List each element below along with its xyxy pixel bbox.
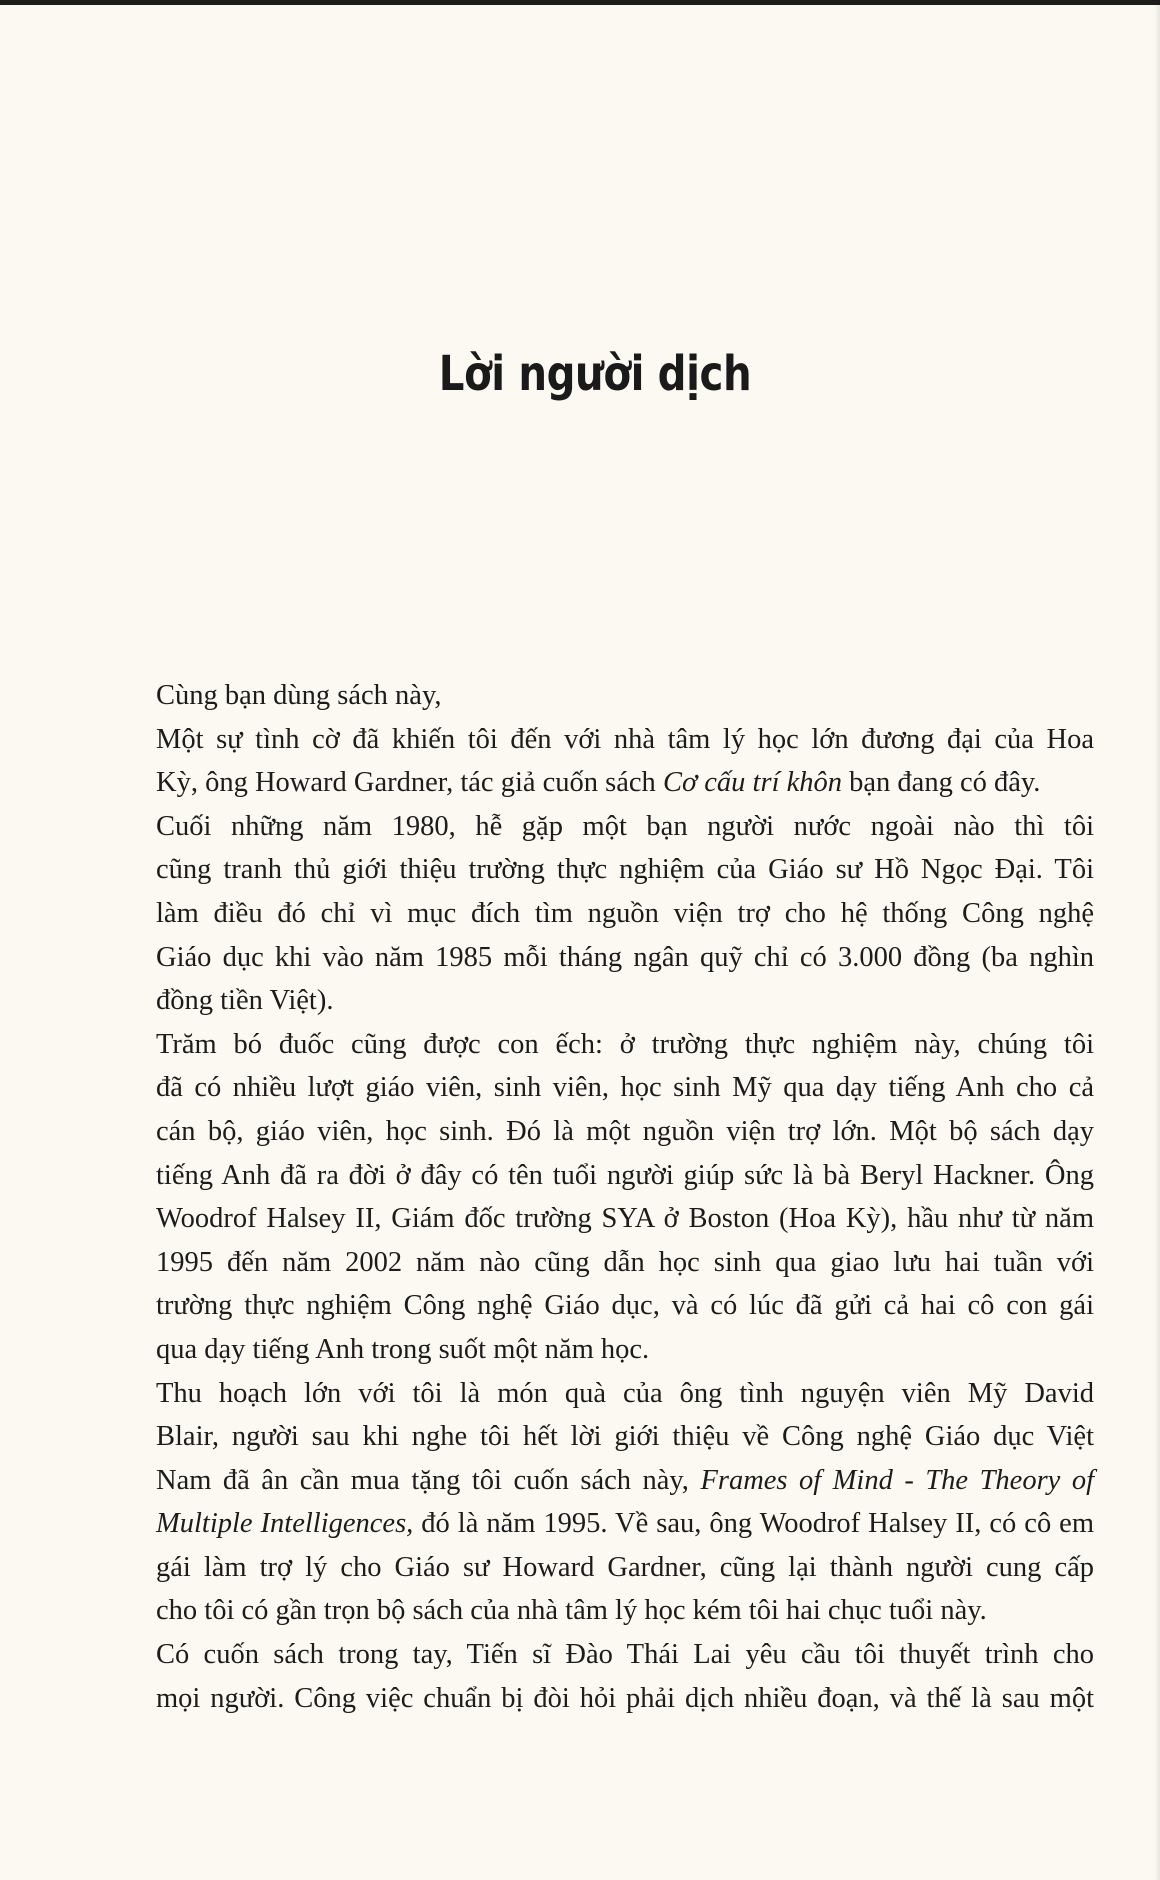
paragraph <box>156 1633 1094 1720</box>
text-line: Blair, người sau khi nghe tôi hết lời giới thiệu về Công nghệ Giáo dục Việt <box>156 1421 1094 1453</box>
text-line: tiếng Anh đã ra đời ở đây có tên tuổi người giúp sức là bà Beryl Hackner. Ông <box>156 1159 1094 1191</box>
text-line: cán bộ, giáo viên, học sinh. Đó là một nguồn viện trợ lớn. Một bộ sách dạy <box>156 1115 1094 1147</box>
text-line <box>156 1459 1094 1503</box>
text-line: đã có nhiều lượt giáo viên, sinh viên, học sinh Mỹ qua dạy tiếng Anh cho cả <box>156 1072 1094 1104</box>
text-line: mọi người. Công việc chuẩn bị đòi hỏi phải dịch nhiều đoạn, và thế là sau một <box>156 1682 1094 1714</box>
chapter-title: Lời người dịch <box>438 346 752 402</box>
page-edge-shadow <box>1154 0 1160 1880</box>
book-title-italic: Multiple Intelligences, <box>156 1508 414 1540</box>
body-text <box>156 674 1094 1720</box>
top-border <box>0 0 1160 5</box>
text-line: cũng tranh thủ giới thiệu trường thực nghiệm của Giáo sư Hồ Ngọc Đại. Tôi <box>156 854 1094 886</box>
paragraph <box>156 805 1094 1023</box>
text-line: trường thực nghiệm Công nghệ Giáo dục, và có lúc đã gửi cả hai cô con gái <box>156 1290 1094 1322</box>
text-run: bạn đang có đây. <box>842 767 1041 799</box>
text-line: Cuối những năm 1980, hễ gặp một bạn người nước ngoài nào thì tôi <box>156 810 1094 842</box>
text-line <box>156 761 1094 805</box>
paragraph <box>156 718 1094 805</box>
text-line: Có cuốn sách trong tay, Tiến sĩ Đào Thái Lai yêu cầu tôi thuyết trình cho <box>156 1639 1094 1671</box>
text-line: cho tôi có gần trọn bộ sách của nhà tâm lý học kém tôi hai chục tuổi này. <box>156 1595 987 1627</box>
text-line <box>156 1502 1094 1546</box>
paragraph <box>156 1372 1094 1634</box>
text-line: đồng tiền Việt). <box>156 985 334 1017</box>
paragraph <box>156 674 1094 718</box>
text-line: Cùng bạn dùng sách này, <box>156 680 442 711</box>
text-line: Một sự tình cờ đã khiến tôi đến với nhà tâm lý học lớn đương đại của Hoa <box>156 723 1094 755</box>
paragraph <box>156 1023 1094 1372</box>
book-title-italic: Cơ cấu trí khôn <box>662 767 843 799</box>
text-line: qua dạy tiếng Anh trong suốt một năm học. <box>156 1333 650 1365</box>
book-title-italic: Frames of Mind - The Theory of <box>700 1464 1094 1496</box>
text-line: Thu hoạch lớn với tôi là món quà của ông tình nguyện viên Mỹ David <box>156 1377 1094 1409</box>
text-run: đó là năm 1995. Về sau, ông Woodrof Halsey II, có cô em <box>413 1508 1095 1540</box>
text-line: làm điều đó chỉ vì mục đích tìm nguồn viện trợ cho hệ thống Công nghệ <box>156 897 1094 929</box>
text-run: Nam đã ân cần mua tặng tôi cuốn sách này, <box>156 1464 701 1496</box>
text-line: Woodrof Halsey II, Giám đốc trường SYA ở Boston (Hoa Kỳ), hầu như từ năm <box>156 1203 1094 1235</box>
text-line: Giáo dục khi vào năm 1985 mỗi tháng ngân quỹ chỉ có 3.000 đồng (ba nghìn <box>156 941 1094 973</box>
text-run: Kỳ, ông Howard Gardner, tác giả cuốn sách <box>156 767 663 799</box>
text-line: gái làm trợ lý cho Giáo sư Howard Gardner, cũng lại thành người cung cấp <box>156 1551 1094 1583</box>
text-line: Trăm bó đuốc cũng được con ếch: ở trường thực nghiệm này, chúng tôi <box>156 1028 1094 1060</box>
text-line: 1995 đến năm 2002 năm nào cũng dẫn học sinh qua giao lưu hai tuần với <box>156 1246 1094 1278</box>
